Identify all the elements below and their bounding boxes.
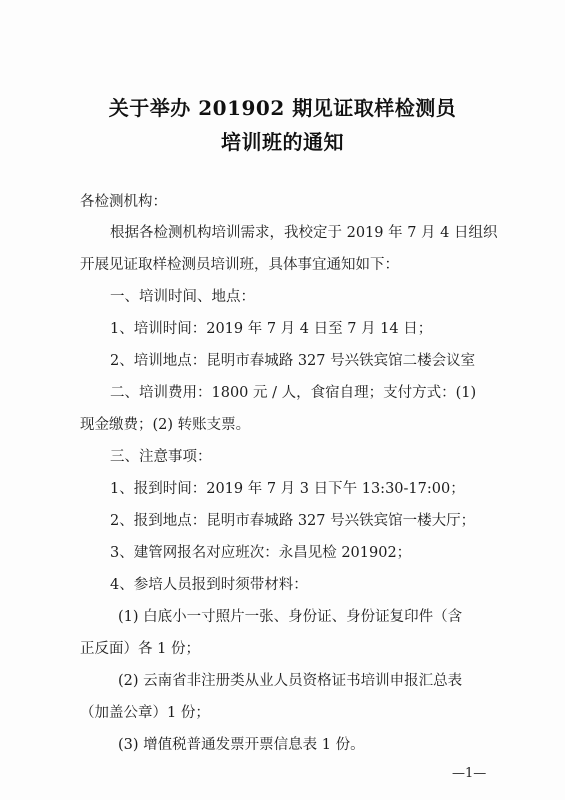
material1-line1: (1) 白底小一寸照片一张、身份证、身份证复印件（含	[118, 609, 463, 625]
section3-item1: 1、报到时间：2019 年 7 月 3 日下午 13:30-17:00；	[110, 481, 465, 497]
greeting: 各检测机构：	[80, 194, 167, 210]
section1-item2: 2、培训地点：昆明市春城路 327 号兴铁宾馆二楼会议室	[110, 353, 476, 369]
section2-line2: 现金缴费；(2) 转账支票。	[80, 417, 251, 433]
material3: (3) 增值税普通发票开票信息表 1 份。	[118, 737, 365, 753]
section3-heading: 三、注意事项：	[110, 449, 212, 465]
section3-item4: 4、参培人员报到时须带材料：	[110, 577, 308, 593]
document-title-line2: 培训班的通知	[221, 130, 344, 154]
section3-item2: 2、报到地点：昆明市春城路 327 号兴铁宾馆一楼大厅；	[110, 513, 476, 529]
intro-line1: 根据各检测机构培训需求，我校定于 2019 年 7 月 4 日组织	[110, 225, 498, 241]
section3-item3: 3、建管网报名对应班次：永昌见检 201902；	[110, 545, 412, 561]
material2-line1: (2) 云南省非注册类从业人员资格证书培训申报汇总表	[118, 673, 463, 689]
material2-line2: （加盖公章）1 份；	[80, 705, 210, 721]
section2-line1: 二、培训费用：1800 元 / 人，食宿自理；支付方式：(1)	[110, 385, 477, 401]
page-number: —1—	[452, 766, 487, 781]
section1-item1: 1、培训时间：2019 年 7 月 4 日至 7 月 14 日；	[110, 321, 433, 337]
document-title-line1: 关于举办 201902 期见证取样检测员	[108, 96, 457, 120]
intro-line2: 开展见证取样检测员培训班，具体事宜通知如下：	[80, 257, 399, 273]
section1-heading: 一、培训时间、地点：	[110, 289, 255, 305]
material1-line2: 正反面）各 1 份；	[80, 641, 200, 657]
